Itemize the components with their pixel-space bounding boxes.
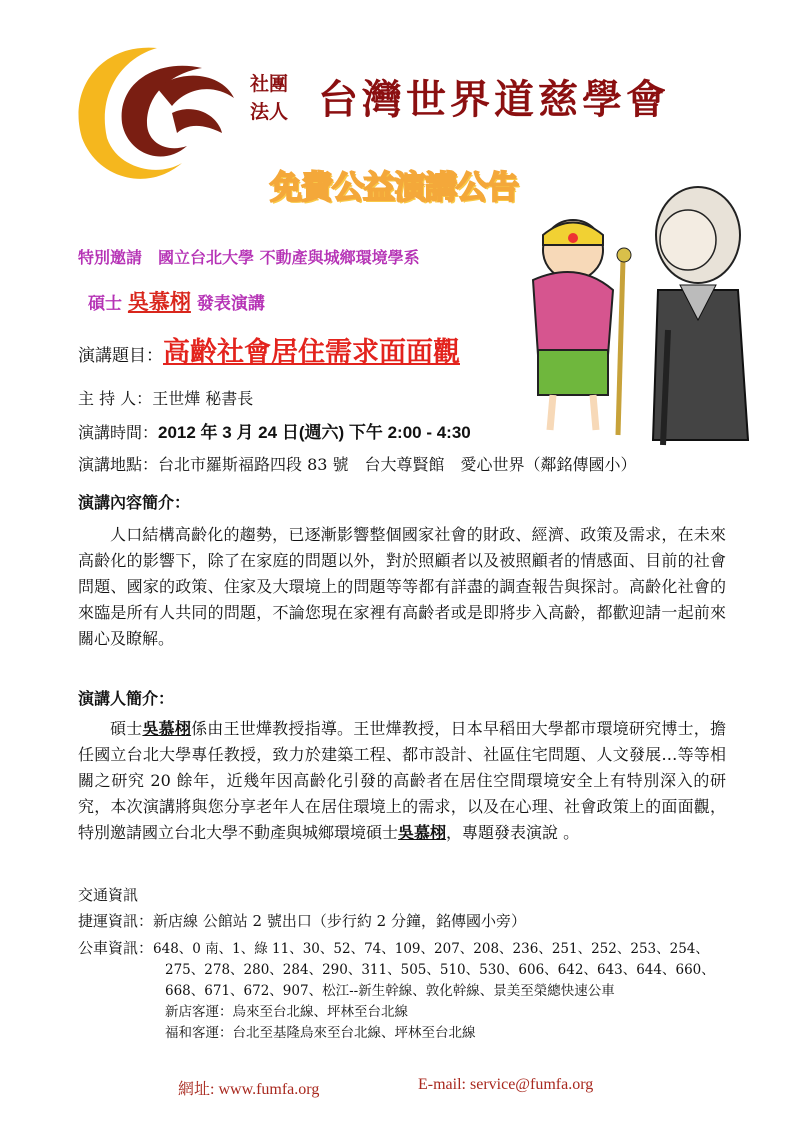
intro-speaker-name: 吳慕栩 [142,719,192,738]
email-line [418,1076,593,1094]
mrt-line [78,910,526,931]
degree-label: 碩士 [88,294,122,314]
elderly-couple-illustration [508,180,758,450]
email-link[interactable]: service@fumfa.org [469,1076,594,1093]
content-heading: 演講內容簡介： [78,493,191,512]
bus-label: 公車資訊： [78,939,154,957]
intro-part1: 碩士 [110,719,143,738]
email-label: E-mail: [418,1076,466,1093]
bus-line-4: 新店客運：烏來至台北線、坪林至台北線 [165,1004,408,1020]
website-link[interactable]: www.fumfa.org [218,1081,320,1098]
org-name: 台灣世界道慈學會 [318,76,670,123]
org-type-line2: 法人 [250,101,289,123]
speaker-line [88,286,265,316]
bus-line-3: 668、671、672、907、松江--新生幹線、敦化幹線、景美至榮總快速公車 [165,983,615,999]
website-label: 網址: [178,1081,215,1098]
speaker-suffix: 發表演講 [196,294,265,314]
time-line [78,418,471,443]
time-label: 演講時間： [78,423,159,442]
website-line [178,1076,319,1099]
mrt-label: 捷運資訊： [78,912,154,930]
place-value: 台北市羅斯福路四段 83 號 台大尊賢館 愛心世界（鄰銘傳國小） [158,455,637,474]
content-body: 人口結構高齡化的趨勢，已逐漸影響整個國家社會的財政、經濟、政策及需求，在未來高齡化的影響下，除了在家庭的問題以外，對於照顧者以及被照顧者的情感面、目前的社會問題、國家的政策、住家及大環境上的問題等等都有詳盡的調查報告與探討。高齡化社會的來臨是所有人共同的問題，不論您現在家裡有高齡者或是即將步入高齡，都歡迎請一起前來關心及瞭解。 [78,525,726,648]
org-type-label [250,70,310,126]
org-type-line1: 社團 [250,73,289,95]
intro-part2: 係由王世燁教授指導。王世燁教授，日本早稻田大學都市環境研究博士，擔任國立台北大學專任教授，致力於建築工程、都市設計、社區住宅問題、人文發展…等等相關之研究 20 餘年，近幾年因高齡化引發的高齡者在居住空間環境安全上有特別深入的研究，本次演講將與您分享老年人在居住環境上的需求，以及在心理、社會政策上的面面觀，特別邀請國立台北大學不動產與城鄉環境碩士 [78,719,726,842]
announcement-banner: 免費公益演講公告 [270,168,519,206]
bus-info [78,938,738,1044]
intro-part3: ，專題發表演說 。 [446,823,580,842]
intro-speaker-name-2: 吳慕栩 [398,823,447,842]
invitation-line: 特別邀請 國立台北大學 不動產與城鄉環境學系 [78,248,420,267]
host-line [78,386,253,409]
topic-label: 演講題目： [78,346,163,366]
bus-line-5: 福和客運：台北至基隆烏來至台北線、坪林至台北線 [165,1025,476,1041]
speaker-name: 吳慕栩 [127,289,191,314]
speaker-intro-heading: 演講人簡介： [78,689,175,708]
time-value: 2012 年 3 月 24 日(週六) 下午 2:00 - 4:30 [158,423,471,442]
mrt-value: 新店線 公館站 2 號出口（步行約 2 分鐘，銘傳國小旁） [153,912,526,930]
topic-line [78,330,460,369]
host-label: 主 持 人： [78,389,153,408]
bus-line-2: 275、278、280、284、290、311、505、510、530、606、642、643、644、660、 [165,962,715,978]
bus-line-1: 648、0 南、1、綠 11、30、52、74、109、207、208、236、251、252、253、254、 [153,941,709,957]
transport-heading: 交通資訊 [78,886,139,904]
host-value: 王世燁 秘書長 [152,389,254,408]
place-line [78,452,637,475]
speaker-intro-body [78,716,726,846]
place-label: 演講地點： [78,455,159,474]
topic-title: 高齡社會居住需求面面觀 [163,337,460,368]
society-logo [62,28,242,188]
